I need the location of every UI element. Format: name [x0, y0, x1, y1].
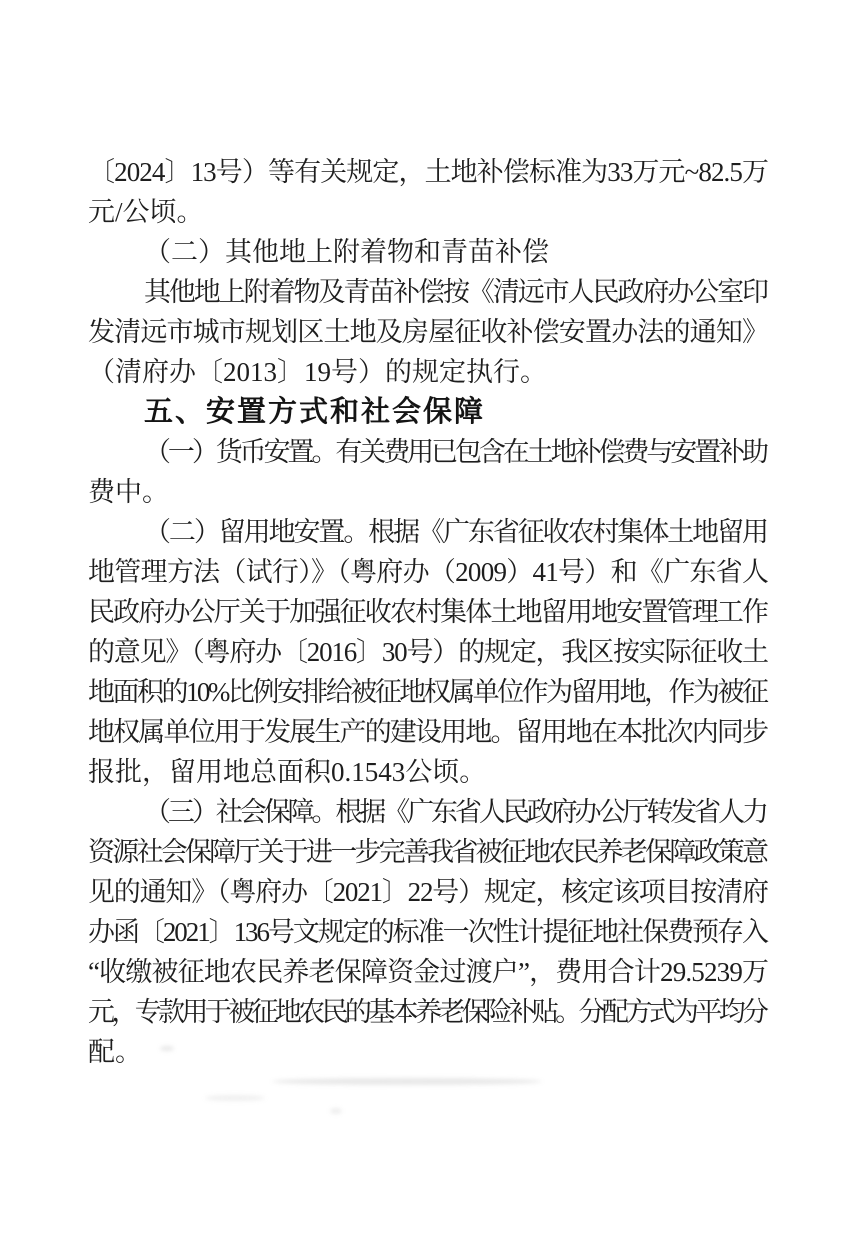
text-line [88, 352, 769, 392]
text-line-content: 元，专款用于被征地农民的基本养老保险补贴。分配方式为平均分 [88, 997, 766, 1027]
text-line [88, 152, 769, 192]
text-line [88, 752, 769, 792]
text-line [88, 1032, 769, 1072]
text-line-content: 发清远市城市规划区土地及房屋征收补偿安置办法的通知》 [88, 317, 769, 347]
text-line [88, 272, 769, 312]
text-line-content: 〔2024〕13号）等有关规定，土地补偿标准为33万元~82.5万 [88, 157, 769, 187]
text-line-content: 的意见》（粤府办〔2016〕30号）的规定，我区按实际征收土 [88, 637, 768, 667]
text-line [88, 632, 769, 672]
text-line [88, 432, 769, 472]
text-line-content: 报批，留用地总面积0.1543公顷。 [88, 757, 487, 787]
text-line [88, 832, 769, 872]
text-line [88, 232, 769, 272]
text-line-content: 地管理方法（试行）》（粤府办（2009）41号）和《广东省人 [88, 557, 769, 587]
text-line-content: （二）其他地上附着物和青苗补偿 [144, 237, 549, 267]
text-line-content: 民政府办公厅关于加强征收农村集体土地留用地安置管理工作 [88, 597, 768, 627]
text-line [88, 592, 769, 632]
text-line [88, 912, 769, 952]
text-line [88, 672, 769, 712]
text-line [88, 872, 769, 912]
text-line-content: （清府办〔2013〕19号）的规定执行。 [88, 357, 547, 387]
text-line [88, 992, 769, 1032]
text-line-content: 其他地上附着物及青苗补偿按《清远市人民政府办公室印 [144, 277, 767, 307]
document-text-block [88, 152, 769, 1072]
text-line-content: （三）社会保障。根据《广东省人民政府办公厅转发省人力 [144, 797, 766, 827]
text-line-content: （一）货币安置。有关费用已包含在土地补偿费与安置补助 [144, 437, 766, 467]
text-line [88, 552, 769, 592]
text-line [88, 512, 769, 552]
text-line [88, 792, 769, 832]
text-line-content: （二）留用地安置。根据《广东省征收农村集体土地留用 [144, 517, 767, 547]
text-line [88, 472, 769, 512]
text-line-content: 费中。 [88, 477, 169, 507]
scan-artifact [330, 1108, 342, 1114]
text-line-content: 地面积的10%比例安排给被征地权属单位作为留用地，作为被征 [88, 677, 767, 707]
text-line-content: “收缴被征地农民养老保障资金过渡户”，费用合计29.5239万 [88, 957, 769, 987]
text-line [88, 952, 769, 992]
text-line-content: 办函〔2021〕136号文规定的标准一次性计提征地社保费预存入 [88, 917, 767, 947]
text-line-content: 配。 [88, 1037, 142, 1067]
section-heading [88, 392, 769, 432]
scan-artifact [272, 1078, 542, 1085]
text-line-content: 见的通知》（粤府办〔2021〕22号）规定，核定该项目按清府 [88, 877, 768, 907]
text-line-content: 元/公顷。 [88, 197, 204, 227]
text-line-content: 地权属单位用于发展生产的建设用地。留用地在本批次内同步 [88, 717, 768, 747]
text-line [88, 192, 769, 232]
text-line-content: 五、安置方式和社会保障 [144, 396, 486, 428]
scan-artifact [160, 1046, 174, 1051]
text-line [88, 312, 769, 352]
text-line-content: 资源社会保障厅关于进一步完善我省被征地农民养老保障政策意 [88, 837, 767, 867]
scan-artifact [205, 1095, 265, 1101]
text-line [88, 712, 769, 752]
